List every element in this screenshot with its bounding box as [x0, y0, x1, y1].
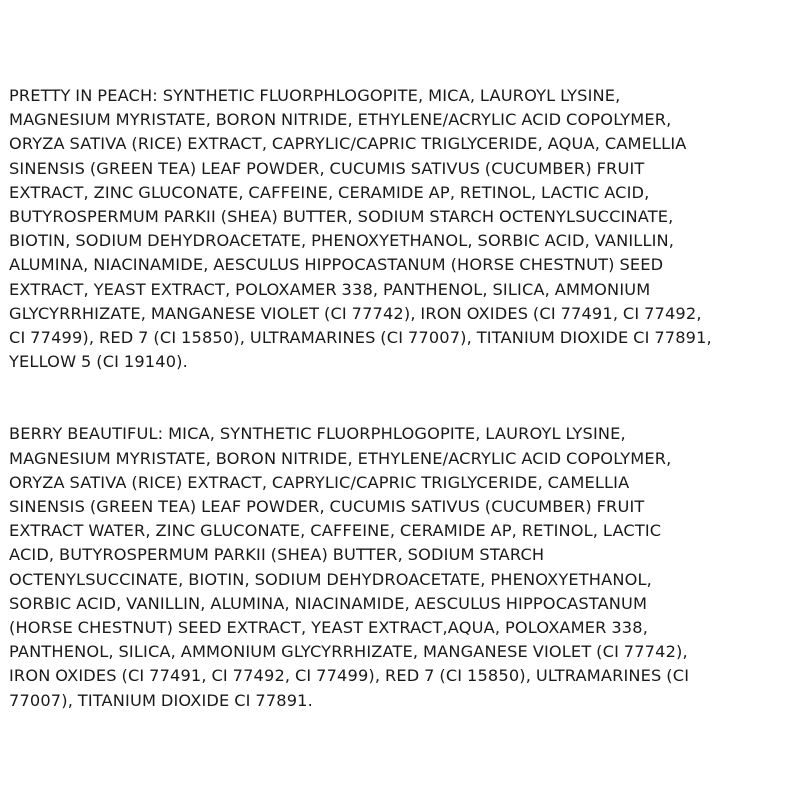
text-line: EXTRACT, YEAST EXTRACT, POLOXAMER 338, PANTHENOL, SILICA, AMMONIUM: [9, 279, 651, 299]
text-line: MAGNESIUM MYRISTATE, BORON NITRIDE, ETHYLENE/ACRYLIC ACID COPOLYMER,: [9, 448, 672, 468]
text-line: OCTENYLSUCCINATE, BIOTIN, SODIUM DEHYDROACETATE, PHENOXYETHANOL,: [9, 569, 652, 589]
text-line: SORBIC ACID, VANILLIN, ALUMINA, NIACINAMIDE, AESCULUS HIPPOCASTANUM: [9, 593, 648, 613]
text-line: YELLOW 5 (CI 19140).: [9, 352, 188, 372]
text-line: 77007), TITANIUM DIOXIDE CI 77891.: [9, 690, 313, 710]
text-line: ALUMINA, NIACINAMIDE, AESCULUS HIPPOCASTANUM (HORSE CHESTNUT) SEED: [9, 255, 664, 275]
text-line: ORYZA SATIVA (RICE) EXTRACT, CAPRYLIC/CAPRIC TRIGLYCERIDE, AQUA, CAMELLIA: [9, 134, 687, 154]
text-line: BIOTIN, SODIUM DEHYDROACETATE, PHENOXYETHANOL, SORBIC ACID, VANILLIN,: [9, 231, 675, 251]
text-line: BERRY BEAUTIFUL: MICA, SYNTHETIC FLUORPHLOGOPITE, LAUROYL LYSINE,: [9, 424, 626, 444]
ingredients-document: [9, 84, 793, 713]
text-line: (HORSE CHESTNUT) SEED EXTRACT, YEAST EXTRACT,AQUA, POLOXAMER 338,: [9, 618, 648, 638]
text-line: BUTYROSPERMUM PARKII (SHEA) BUTTER, SODIUM STARCH OCTENYLSUCCINATE,: [9, 207, 674, 227]
text-line: PRETTY IN PEACH: SYNTHETIC FLUORPHLOGOPITE, MICA, LAUROYL LYSINE,: [9, 86, 621, 105]
text-line: GLYCYRRHIZATE, MANGANESE VIOLET (CI 77742), IRON OXIDES (CI 77491, CI 77492,: [9, 303, 702, 323]
text-line: PANTHENOL, SILICA, AMMONIUM GLYCYRRHIZATE, MANGANESE VIOLET (CI 77742),: [9, 642, 688, 662]
text-line: CI 77499), RED 7 (CI 15850), ULTRAMARINES (CI 77007), TITANIUM DIOXIDE CI 77891,: [9, 328, 712, 348]
text-line: ACID, BUTYROSPERMUM PARKII (SHEA) BUTTER, SODIUM STARCH: [9, 545, 545, 565]
text-line: ORYZA SATIVA (RICE) EXTRACT, CAPRYLIC/CAPRIC TRIGLYCERIDE, CAMELLIA: [9, 472, 630, 492]
text-line: IRON OXIDES (CI 77491, CI 77492, CI 77499), RED 7 (CI 15850), ULTRAMARINES (CI: [9, 666, 690, 686]
text-line: SINENSIS (GREEN TEA) LEAF POWDER, CUCUMIS SATIVUS (CUCUMBER) FRUIT: [9, 497, 645, 517]
text-line: SINENSIS (GREEN TEA) LEAF POWDER, CUCUMIS SATIVUS (CUCUMBER) FRUIT: [9, 158, 645, 178]
ingredients-pretty-in-peach: [9, 84, 793, 374]
ingredients-berry-beautiful: [9, 422, 793, 712]
text-line: EXTRACT WATER, ZINC GLUCONATE, CAFFEINE, CERAMIDE AP, RETINOL, LACTIC: [9, 521, 662, 541]
text-line: EXTRACT, ZINC GLUCONATE, CAFFEINE, CERAMIDE AP, RETINOL, LACTIC ACID,: [9, 182, 650, 202]
text-line: MAGNESIUM MYRISTATE, BORON NITRIDE, ETHYLENE/ACRYLIC ACID COPOLYMER,: [9, 110, 672, 130]
